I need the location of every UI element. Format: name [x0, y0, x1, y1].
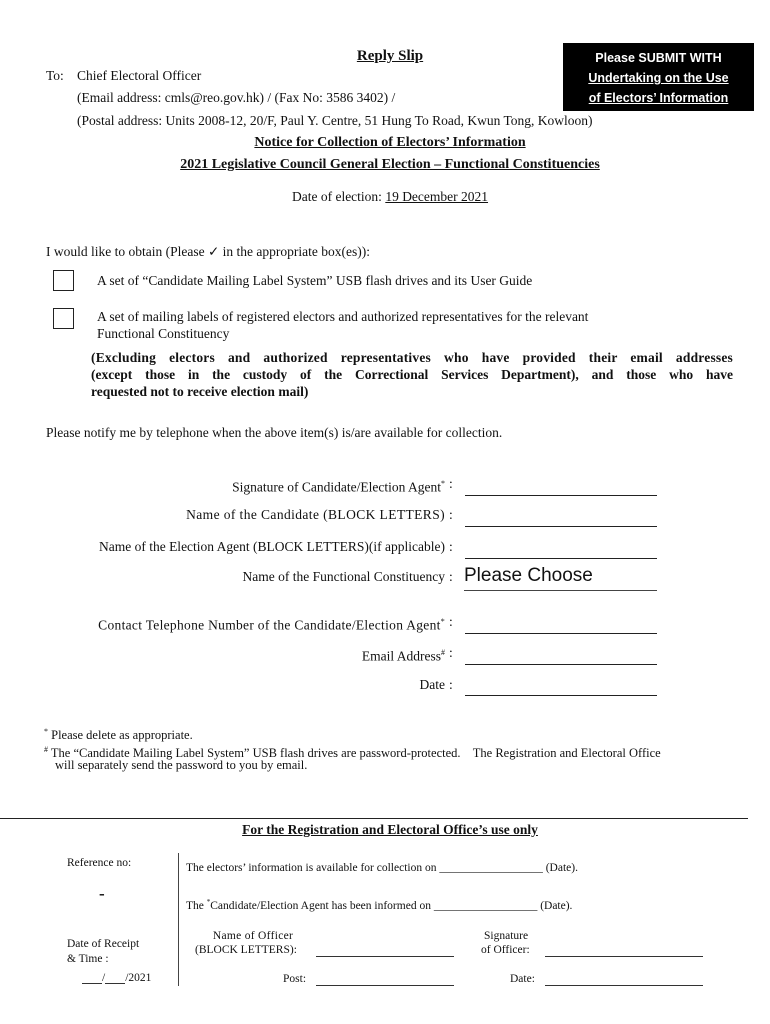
candidate-name-label: Name of the Candidate (BLOCK LETTERS) [186, 507, 445, 522]
officer-name-field[interactable] [316, 956, 454, 957]
exclusion-note-line1: (Excluding electors and authorized representatives who have provided their email addresses [91, 350, 733, 365]
date-label: Date [419, 677, 445, 692]
exclusion-note-line3: requested not to receive election mail) [91, 384, 309, 399]
submit-notice-link[interactable]: Undertaking on the Use [588, 71, 729, 85]
constituency-colon: : [449, 569, 453, 584]
date-field[interactable] [465, 695, 657, 696]
officer-date-label: Date: [510, 973, 535, 985]
section-divider [0, 818, 748, 819]
receipt-label-line2: & Time : [67, 953, 109, 965]
option-labels-label-line2: Functional Constituency [97, 326, 230, 341]
agent-name-colon: : [449, 539, 453, 554]
signature-label [20, 476, 445, 496]
recipient-postal-address: (Postal address: Units 2008-12, 20/F, Paul Y. Centre, 51 Hung To Road, Kwun Tong, Kowloon) [77, 113, 593, 128]
page-title: Reply Slip [356, 48, 424, 64]
option-usb-checkbox[interactable] [53, 270, 74, 291]
option-usb-label: A set of “Candidate Mailing Label System” USB flash drives and its User Guide [97, 273, 533, 288]
candidate-name-colon: : [449, 507, 453, 522]
election-date [0, 189, 770, 205]
reference-value: - [99, 884, 105, 903]
signature-field[interactable] [465, 495, 657, 496]
election-date-value: 19 December 2021 [385, 189, 489, 204]
informed-text: Candidate/Election Agent has been informed on __________________ (Date). [210, 899, 573, 912]
office-use-title: For the Registration and Electoral Office’s use only [242, 822, 538, 837]
email-field[interactable] [465, 664, 657, 665]
post-label: Post: [283, 973, 307, 985]
informed-line [186, 895, 572, 913]
phone-label-text: Contact Telephone Number of the Candidate/Election Agent [98, 617, 441, 633]
email-label-text: Email Address [361, 648, 441, 664]
signature-label-text: Signature of Candidate/Election Agent [232, 479, 441, 495]
footnote-star-mark: * [44, 727, 48, 736]
officer-name-label-line2: (BLOCK LETTERS): [195, 944, 297, 956]
officer-signature-field[interactable] [545, 956, 703, 957]
phone-label [20, 614, 445, 634]
date-colon: : [449, 677, 453, 692]
constituency-select[interactable]: Please Choose [464, 563, 657, 591]
submit-notice-line1: Please SUBMIT WITH [595, 51, 722, 65]
officer-signature-label-line2: of Officer: [481, 944, 530, 956]
signature-colon: : [449, 476, 453, 491]
request-intro: I would like to obtain (Please ✓ in the appropriate box(es)): [46, 244, 370, 259]
candidate-name-field[interactable] [465, 526, 657, 527]
to-label: To: [46, 68, 64, 83]
option-labels-label-line1: A set of mailing labels of registered electors and authorized representatives for the relevant [97, 309, 589, 324]
office-use-column-divider [178, 853, 179, 986]
notice-subtitle: 2021 Legislative Council General Election – Functional Constituencies [180, 157, 600, 172]
phone-star: * [440, 617, 445, 626]
email-colon: : [449, 645, 453, 660]
notify-text: Please notify me by telephone when the above item(s) is/are available for collection. [46, 425, 503, 440]
footnote-star-text: Please delete as appropriate. [51, 728, 193, 743]
submit-notice-box [563, 43, 754, 111]
exclusion-note-line2: (except those in the custody of the Correctional Services Department), and those who have [91, 367, 733, 382]
agent-name-field[interactable] [465, 558, 657, 559]
footnote-star [44, 724, 193, 743]
footnote-hash-line2: will separately send the password to you by email. [55, 758, 308, 772]
receipt-date-field[interactable]: / /2021 [82, 971, 151, 985]
phone-colon: : [449, 614, 453, 629]
informed-prefix: The [186, 899, 207, 912]
option-labels-checkbox[interactable] [53, 308, 74, 329]
officer-name-label-line1: Name of Officer [212, 930, 294, 942]
election-date-label: Date of election: [291, 189, 386, 204]
signature-star: * [441, 479, 445, 488]
phone-field[interactable] [465, 633, 657, 634]
email-label [20, 645, 445, 665]
post-field[interactable] [316, 985, 454, 986]
submit-notice-link-cont[interactable]: of Electors’ Information [588, 91, 729, 105]
officer-signature-label-line1: Signature [484, 930, 529, 942]
constituency-label: Name of the Functional Constituency [242, 569, 445, 584]
recipient-name: Chief Electoral Officer [77, 68, 202, 83]
reference-label: Reference no: [67, 857, 132, 869]
agent-name-label: Name of the Election Agent (BLOCK LETTERS)(if applicable) [98, 539, 445, 554]
footnote-hash-mark: # [44, 745, 48, 754]
officer-date-field[interactable] [545, 985, 703, 986]
receipt-label-line1: Date of Receipt [67, 938, 140, 950]
footnote-hash-text: The “Candidate Mailing Label System” USB flash drives are password-protected. The Registration and Electoral Office [50, 746, 661, 761]
recipient-email-fax: (Email address: cmls@reo.gov.hk) / (Fax No: 3586 3402) / [77, 90, 396, 105]
informed-star: * [206, 898, 211, 906]
email-hash: # [441, 648, 445, 657]
available-text: The electors’ information is available for collection on __________________ (Date). [186, 862, 578, 874]
notice-title: Notice for Collection of Electors’ Information [254, 135, 526, 150]
